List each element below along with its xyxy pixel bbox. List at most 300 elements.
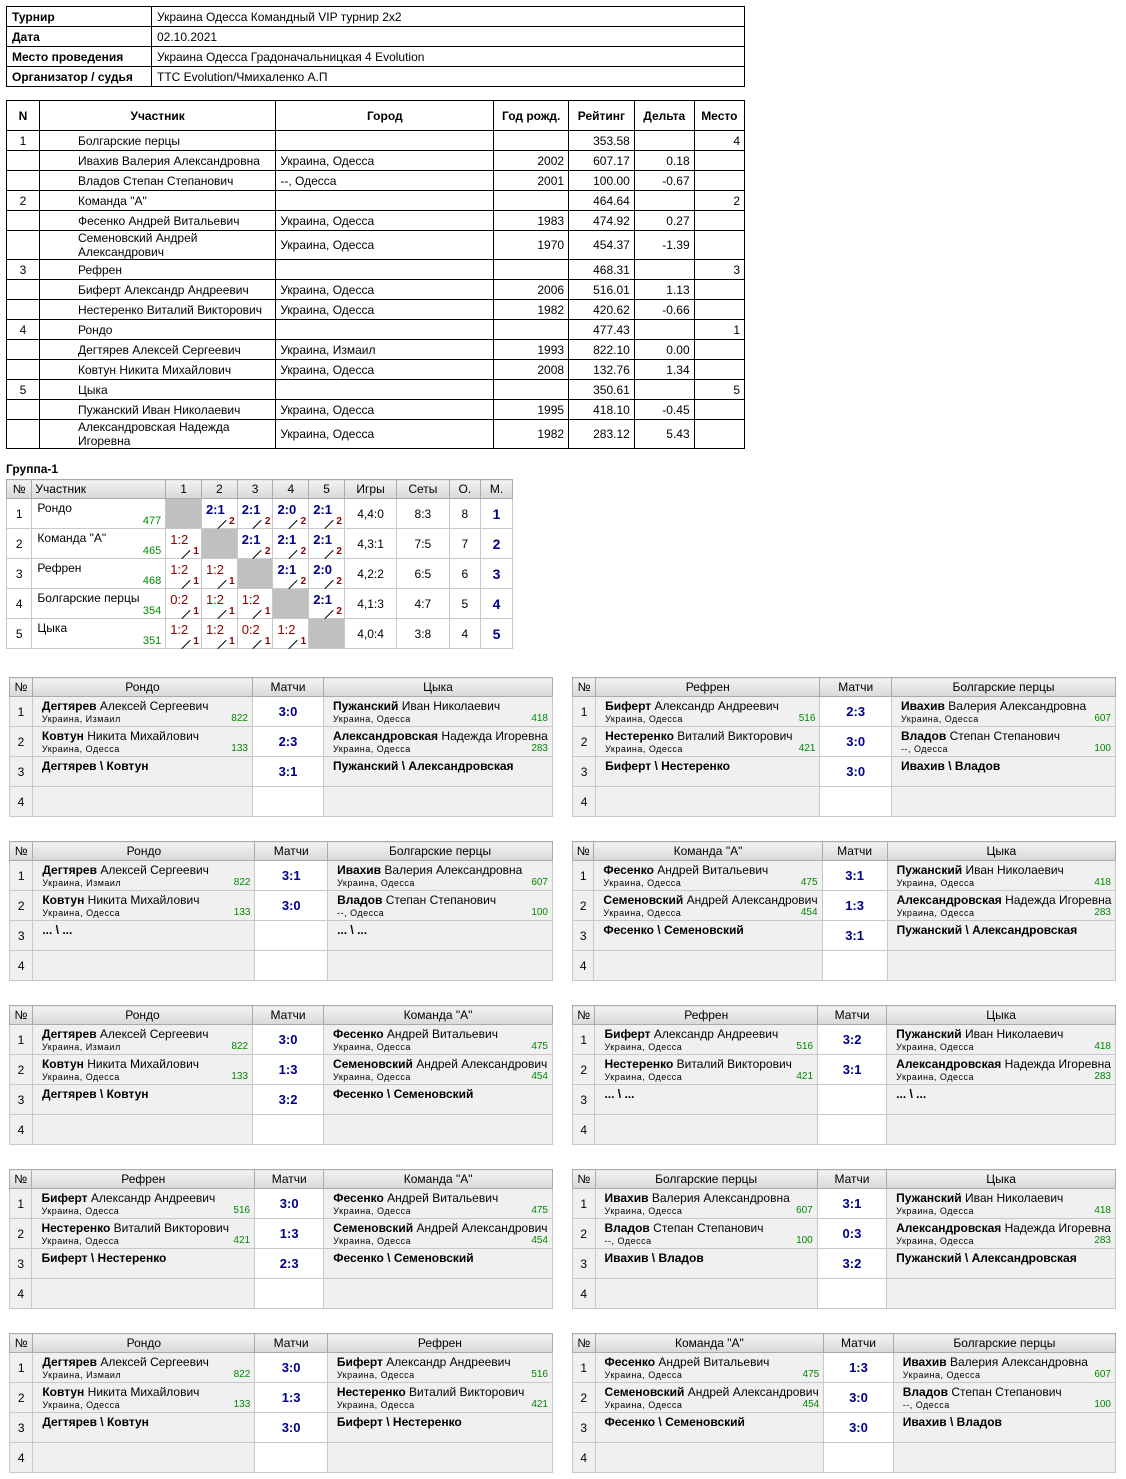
player-surname: Александровская [896, 893, 1002, 907]
match-header-left-team: Команда "А" [594, 842, 822, 861]
group-result-points: 1 [264, 636, 271, 647]
match-row-number: 3 [573, 757, 596, 787]
roster-cell: 0.27 [634, 211, 694, 231]
player-given-name: Александр Андреевич [90, 1191, 216, 1205]
group-place: 3 [481, 559, 513, 589]
roster-cell: 516.01 [569, 280, 635, 300]
match-row-number: 3 [10, 1085, 33, 1115]
match-row-number: 1 [573, 1189, 596, 1219]
roster-cell: 2002 [494, 151, 569, 171]
match-player-cell [327, 1443, 552, 1473]
match-row-number: 4 [573, 787, 596, 817]
match-player-cell [32, 1189, 255, 1219]
group-points: 7 [449, 529, 481, 559]
match-header-score: Матчи [817, 1170, 886, 1189]
match-player-cell [33, 1353, 255, 1383]
group-result-score: 1:2 [241, 592, 260, 607]
group-result-cell [166, 589, 202, 619]
roster-cell [7, 340, 40, 360]
match-header-right-team: Команда "А" [324, 1006, 553, 1025]
match-player-cell [32, 757, 252, 787]
player-surname: Александровская [332, 729, 439, 743]
player-surname: Биферт [336, 1355, 383, 1369]
match-score: 3:0 [255, 1189, 324, 1219]
match-row-number: 1 [573, 861, 594, 891]
match-player-name [42, 1025, 252, 1041]
match-row-number: 2 [573, 891, 594, 921]
match-row-number: 4 [10, 1279, 32, 1309]
player-rating: 454 [531, 1235, 548, 1246]
match-row-number: 1 [10, 1025, 33, 1055]
group-team-name: Рефрен [37, 561, 82, 575]
match-row-number: 4 [573, 1115, 595, 1145]
match-header-score: Матчи [252, 678, 323, 697]
roster-cell [694, 280, 744, 300]
group-result-points: 2 [264, 516, 271, 527]
player-city: Украина, Одесса [41, 1072, 120, 1082]
player-surname: ... \ ... [896, 1087, 927, 1101]
match-player-cell [887, 1249, 1116, 1279]
group-row [7, 619, 513, 649]
match-score: 3:1 [255, 861, 328, 891]
match-header-number: № [573, 1334, 596, 1353]
match-score [255, 921, 328, 951]
group-result-score: 2:1 [313, 592, 332, 607]
info-row [7, 7, 745, 27]
player-rating: 516 [233, 1205, 251, 1216]
match-header-score: Матчи [255, 1170, 324, 1189]
match-player-name [41, 1249, 254, 1265]
player-rating: 418 [1094, 1041, 1111, 1052]
match-player-cell [324, 1249, 553, 1279]
group-result-score: 1:2 [170, 532, 189, 547]
player-city: Украина, Одесса [336, 1400, 415, 1410]
player-city: Украина, Одесса [603, 878, 682, 888]
match-row [10, 1115, 553, 1145]
player-city: Украина, Одесса [603, 908, 682, 918]
player-surname: Ковтун [42, 893, 85, 907]
player-given-name: Никита Михайлович [87, 729, 200, 743]
match-player-name [42, 757, 252, 773]
group-result-points: 1 [300, 636, 307, 647]
group-sets: 3:8 [397, 619, 449, 649]
roster-cell: 1.34 [634, 360, 694, 380]
player-city: Украина, Одесса [896, 908, 975, 918]
match-player-cell [596, 697, 820, 727]
match-player-name [897, 861, 1115, 877]
roster-cell: Команда "А" [39, 191, 275, 211]
roster-cell: Украина, Одесса [276, 211, 494, 231]
match-header-number: № [10, 678, 33, 697]
player-surname: ... \ ... [42, 923, 73, 937]
player-rating: 283 [531, 743, 548, 754]
player-surname: Фесенко \ Семеновский [333, 1251, 474, 1265]
match-player-name [333, 757, 552, 773]
match-row-number: 3 [10, 1413, 33, 1443]
match-player-name [333, 1249, 552, 1265]
player-rating: 100 [531, 907, 548, 918]
match-header-right-team: Команда "А" [324, 1170, 553, 1189]
group-result-score: 2:0 [277, 502, 297, 517]
group-team-rating: 468 [142, 575, 162, 587]
player-surname: Фесенко [604, 1355, 656, 1369]
match-player-name [605, 1189, 817, 1205]
match-header-row [10, 1006, 553, 1025]
match-score: 3:0 [824, 1413, 893, 1443]
player-rating: 421 [796, 1071, 814, 1082]
player-given-name: Виталий Викторович [409, 1385, 525, 1399]
info-value: Украина Одесса Градоначальницкая 4 Evolution [152, 47, 745, 67]
roster-cell [7, 171, 40, 191]
match-row [573, 921, 1116, 951]
player-given-name: Андрей Александрович [686, 893, 818, 907]
roster-cell: 1970 [494, 231, 569, 260]
match-header-row [10, 678, 553, 697]
match-header-row [10, 842, 553, 861]
match-player-cell [33, 861, 255, 891]
match-player-name [903, 1383, 1115, 1399]
match-score: 3:1 [252, 757, 323, 787]
player-given-name: Надежда Игоревна [1004, 1221, 1111, 1235]
match-header-score: Матчи [820, 678, 892, 697]
roster-row [7, 400, 745, 420]
match-table [9, 1005, 553, 1145]
roster-cell: Украина, Измаил [276, 340, 494, 360]
group-row-number: 4 [7, 589, 32, 619]
roster-row [7, 320, 745, 340]
slash-icon [253, 640, 262, 649]
match-row [10, 1413, 553, 1443]
group-result-score: 1:2 [277, 622, 296, 637]
player-surname: Ивахив [900, 699, 945, 713]
player-surname: Семеновский [333, 1221, 414, 1235]
match-row [573, 1413, 1116, 1443]
group-team-rating: 477 [142, 515, 162, 527]
player-given-name: Андрей Витальевич [657, 863, 769, 877]
match-row-number: 4 [573, 951, 594, 981]
match-table [572, 1333, 1116, 1473]
player-rating: 475 [531, 1205, 548, 1216]
match-player-cell [891, 757, 1115, 787]
player-city: --, Одесса [902, 1400, 950, 1410]
player-rating: 822 [233, 1369, 251, 1380]
player-city: --, Одесса [337, 908, 385, 918]
match-player-name [42, 1413, 254, 1429]
match-player-name [337, 1413, 552, 1429]
group-result-points: 1 [193, 636, 199, 647]
player-city: Украина, Измаил [41, 714, 121, 724]
match-row [10, 727, 553, 757]
player-surname: Ивахив [337, 863, 382, 877]
player-rating: 133 [233, 907, 251, 918]
roster-cell: 1 [7, 131, 40, 151]
match-player-name [604, 1055, 817, 1071]
group-result-score: 1:2 [205, 622, 225, 637]
match-player-cell [887, 1055, 1116, 1085]
match-player-name [333, 727, 552, 743]
player-given-name: Валерия Александровна [950, 1355, 1088, 1369]
player-given-name: Андрей Александрович [416, 1221, 548, 1235]
match-player-cell [893, 1383, 1115, 1413]
match-row-number: 1 [573, 1353, 596, 1383]
player-surname: Дегтярев [41, 1027, 97, 1041]
group-result-cell [309, 529, 345, 559]
player-surname: Ивахив \ Владов [902, 1415, 1002, 1429]
match-row-number: 2 [573, 1055, 595, 1085]
match-player-cell [893, 1353, 1115, 1383]
player-surname: Александровская [896, 1057, 1002, 1071]
roster-cell [7, 211, 40, 231]
roster-cell: 464.64 [569, 191, 635, 211]
match-score [252, 787, 323, 817]
roster-cell [494, 260, 569, 280]
roster-cell: Украина, Одесса [276, 280, 494, 300]
group-result-cell [309, 589, 345, 619]
roster-row [7, 191, 745, 211]
player-city: Украина, Одесса [333, 1042, 411, 1052]
player-city: Украина, Одесса [900, 714, 979, 724]
group-result-score: 2:1 [313, 502, 332, 517]
match-player-cell [324, 1085, 553, 1115]
player-surname: Дегтярев \ Ковтун [41, 1087, 149, 1101]
group-header: 2 [201, 480, 237, 499]
roster-cell: 2 [7, 191, 40, 211]
roster-cell: 1982 [494, 420, 569, 449]
player-rating: 421 [531, 1399, 548, 1410]
match-score [818, 1115, 887, 1145]
group-result-points: 2 [300, 516, 307, 527]
player-city: Украина, Одесса [896, 1042, 975, 1052]
player-given-name: Никита Михайлович [87, 893, 200, 907]
group-place: 1 [481, 499, 513, 529]
group-points: 8 [449, 499, 481, 529]
match-score: 3:0 [820, 727, 892, 757]
match-row [573, 1353, 1116, 1383]
group-team-rating: 351 [142, 635, 162, 647]
match-player-cell [893, 1443, 1115, 1473]
player-surname: Фесенко [333, 1191, 384, 1205]
match-player-cell [32, 1219, 255, 1249]
roster-cell: 468.31 [569, 260, 635, 280]
match-player-cell [323, 757, 552, 787]
player-surname: Нестеренко [336, 1385, 406, 1399]
roster-cell [694, 400, 744, 420]
roster-cell: 477.43 [569, 320, 635, 340]
player-given-name: Александр Андреевич [654, 699, 779, 713]
player-city: Украина, Одесса [41, 744, 120, 754]
group-result-cell [273, 589, 309, 619]
match-player-name [605, 1219, 817, 1235]
roster-cell [694, 211, 744, 231]
match-player-cell [595, 1115, 818, 1145]
group-sets: 6:5 [397, 559, 449, 589]
roster-cell [634, 380, 694, 400]
match-score [255, 1443, 328, 1473]
group-result-cell [201, 619, 237, 649]
roster-cell: 1.13 [634, 280, 694, 300]
match-row [10, 921, 553, 951]
player-city: Украина, Одесса [896, 1236, 974, 1246]
info-value: Украина Одесса Командный VIP турнир 2х2 [152, 7, 745, 27]
match-score: 3:0 [252, 697, 323, 727]
roster-cell: Семеновский Андрей Александрович [39, 231, 275, 260]
match-player-name [901, 697, 1115, 713]
player-city: Украина, Одесса [41, 1206, 120, 1216]
roster-cell: 2 [694, 191, 744, 211]
match-player-cell [324, 1189, 553, 1219]
group-result-points: 1 [229, 606, 235, 617]
roster-cell: 4 [694, 131, 744, 151]
group-result-points: 2 [336, 546, 342, 557]
match-score: 3:0 [255, 1413, 328, 1443]
match-row-number: 4 [10, 951, 33, 981]
player-rating: 283 [1094, 1235, 1111, 1246]
player-given-name: Виталий Викторович [677, 729, 793, 743]
player-city: Украина, Одесса [604, 1206, 683, 1216]
match-header-number: № [10, 842, 33, 861]
player-surname: Пужанский [896, 863, 963, 877]
group-result-score: 2:0 [313, 562, 332, 577]
match-table [9, 1333, 553, 1473]
player-given-name: Алексей Сергеевич [99, 699, 209, 713]
group-row [7, 589, 513, 619]
info-label: Организатор / судья [7, 67, 152, 87]
match-row [573, 1249, 1116, 1279]
match-player-name [605, 1383, 824, 1399]
match-header-score: Матчи [253, 1006, 324, 1025]
roster-cell: 4 [7, 320, 40, 340]
match-player-name [42, 1383, 254, 1399]
player-given-name: Виталий Викторович [676, 1057, 792, 1071]
group-team-cell [32, 589, 166, 619]
roster-cell: Украина, Одесса [276, 231, 494, 260]
roster-header: Дельта [634, 101, 694, 131]
player-surname: Ивахив \ Владов [900, 759, 1001, 773]
group-header: 4 [273, 480, 309, 499]
match-player-cell [324, 1219, 553, 1249]
match-row [10, 1055, 553, 1085]
player-surname: Нестеренко [605, 729, 674, 743]
match-player-cell [32, 1115, 252, 1145]
match-player-name [896, 1025, 1115, 1041]
roster-cell [694, 151, 744, 171]
match-player-cell [32, 697, 252, 727]
match-player-name [333, 697, 552, 713]
match-player-name [333, 1055, 552, 1071]
roster-cell: 1982 [494, 300, 569, 320]
match-player-name [42, 891, 254, 907]
group-team-cell [32, 499, 166, 529]
group-result-score: 0:2 [241, 622, 260, 637]
match-player-cell [327, 1413, 552, 1443]
player-given-name: Виталий Викторович [113, 1221, 229, 1235]
match-row-number: 4 [573, 1443, 596, 1473]
match-player-cell [33, 921, 255, 951]
player-city: Украина, Одесса [336, 1370, 415, 1380]
roster-cell: Фесенко Андрей Витальевич [39, 211, 275, 231]
player-rating: 421 [233, 1235, 251, 1246]
player-rating: 133 [231, 1071, 249, 1082]
match-row [573, 1085, 1116, 1115]
group-result-points: 1 [229, 576, 235, 587]
match-player-name [605, 757, 819, 773]
roster-cell: 353.58 [569, 131, 635, 151]
match-player-name [896, 1219, 1115, 1235]
player-surname: Пужанский [896, 1027, 962, 1041]
group-header: М. [481, 480, 513, 499]
roster-cell [634, 320, 694, 340]
player-surname: Фесенко \ Семеновский [604, 1415, 745, 1429]
player-surname: Дегтярев [42, 1355, 97, 1369]
player-rating: 133 [233, 1399, 251, 1410]
match-score: 2:3 [820, 697, 892, 727]
match-player-name [605, 727, 819, 743]
roster-cell [694, 300, 744, 320]
match-player-cell [595, 1413, 824, 1443]
player-city: Украина, Измаил [42, 1370, 122, 1380]
match-score [255, 951, 328, 981]
match-player-cell [327, 1383, 552, 1413]
match-player-cell [887, 1219, 1116, 1249]
match-player-cell [327, 1353, 552, 1383]
match-row [10, 697, 553, 727]
player-rating: 607 [796, 1205, 813, 1216]
player-given-name: Алексей Сергеевич [100, 1355, 209, 1369]
match-player-cell [891, 787, 1115, 817]
group-row [7, 499, 513, 529]
match-header-right-team: Рефрен [327, 1334, 552, 1353]
match-player-name [605, 1413, 824, 1429]
player-given-name: Иван Николаевич [401, 699, 501, 713]
player-rating: 516 [798, 713, 816, 724]
player-surname: ... \ ... [337, 923, 368, 937]
player-given-name: Андрей Витальевич [387, 1191, 499, 1205]
player-given-name: Алексей Сергеевич [100, 863, 209, 877]
player-city: Украина, Одесса [604, 1400, 683, 1410]
group-result-points: 1 [229, 636, 235, 647]
roster-row [7, 420, 745, 449]
group-team-cell [32, 619, 166, 649]
match-player-name [603, 921, 821, 937]
roster-cell: 1 [694, 320, 744, 340]
player-city: Украина, Одесса [332, 714, 411, 724]
player-city: Украина, Одесса [605, 714, 683, 724]
roster-cell: 132.76 [569, 360, 635, 380]
match-row-number: 2 [10, 1383, 33, 1413]
player-rating: 283 [1094, 1071, 1111, 1082]
match-player-cell [594, 951, 822, 981]
roster-cell [7, 400, 40, 420]
player-surname: Семеновский [604, 1385, 685, 1399]
match-score: 1:3 [255, 1219, 324, 1249]
match-header-number: № [573, 842, 594, 861]
match-header-right-team: Болгарские перцы [893, 1334, 1115, 1353]
roster-cell [694, 231, 744, 260]
group-games: 4,0:4 [344, 619, 396, 649]
roster-cell [276, 320, 494, 340]
match-player-cell [32, 727, 252, 757]
match-row-number: 2 [10, 891, 33, 921]
match-player-name [337, 1353, 552, 1369]
group-place: 4 [481, 589, 513, 619]
player-rating: 100 [1094, 743, 1111, 754]
match-row [573, 951, 1116, 981]
player-rating: 421 [798, 743, 816, 754]
player-given-name: Иван Николаевич [964, 1027, 1064, 1041]
roster-cell: -0.45 [634, 400, 694, 420]
info-label: Место проведения [7, 47, 152, 67]
match-header-row [10, 1334, 553, 1353]
